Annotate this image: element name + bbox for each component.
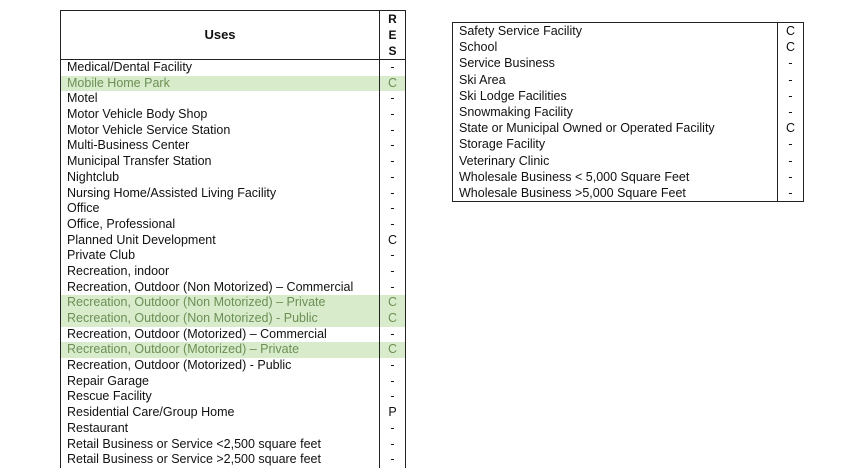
table-row xyxy=(61,248,405,264)
table-row xyxy=(61,201,405,217)
use-name-cell: Nightclub xyxy=(67,169,120,184)
use-name-cell: Recreation, Outdoor (Non Motorized) - Public xyxy=(61,311,379,327)
table-row xyxy=(61,374,405,390)
res-code-cell: C xyxy=(379,342,405,358)
res-code-cell: C xyxy=(777,120,803,136)
use-name-cell: Recreation, Outdoor (Non Motorized) – Commercial xyxy=(67,279,354,294)
use-name-cell: Medical/Dental Facility xyxy=(67,60,193,74)
table-row xyxy=(61,138,405,154)
res-code-cell: - xyxy=(379,60,405,76)
res-code-cell: - xyxy=(379,389,405,405)
table-row xyxy=(61,405,405,421)
res-code-cell: - xyxy=(777,185,803,201)
table-row xyxy=(61,186,405,202)
res-code-cell: C xyxy=(379,295,405,311)
table-row xyxy=(61,233,405,249)
use-name-cell: Ski Area xyxy=(459,72,506,87)
res-code-cell: - xyxy=(379,91,405,107)
table-row xyxy=(61,358,405,374)
table-row xyxy=(61,107,405,123)
table-row xyxy=(61,389,405,405)
use-name-cell: Recreation, Outdoor (Motorized) – Commercial xyxy=(67,326,327,341)
table-row xyxy=(61,421,405,437)
res-code-cell: P xyxy=(379,405,405,421)
use-name-cell: Service Business xyxy=(459,56,555,71)
table-row xyxy=(453,104,803,120)
use-name-cell: Restaurant xyxy=(67,420,129,435)
table-row xyxy=(61,437,405,453)
table-row xyxy=(61,342,405,358)
use-name-cell: Rescue Facility xyxy=(67,389,152,404)
table-row xyxy=(61,170,405,186)
res-code-cell: - xyxy=(379,452,405,468)
use-name-cell: State or Municipal Owned or Operated Facility xyxy=(459,121,715,136)
res-code-cell: - xyxy=(379,327,405,343)
uses-column-header: Uses xyxy=(204,27,236,42)
table-header xyxy=(61,11,405,60)
res-code-cell: - xyxy=(777,104,803,120)
res-header-letter: E xyxy=(388,28,397,42)
res-code-cell: - xyxy=(777,72,803,88)
use-name-cell: Mobile Home Park xyxy=(61,76,379,92)
uses-table-left xyxy=(60,10,406,468)
res-column-header xyxy=(379,11,405,59)
res-code-cell: C xyxy=(379,233,405,249)
table-row xyxy=(61,264,405,280)
table-row xyxy=(61,154,405,170)
table-row xyxy=(453,39,803,55)
res-header-letter: S xyxy=(388,44,397,58)
table-row xyxy=(61,311,405,327)
res-code-cell: - xyxy=(379,248,405,264)
use-name-cell: Recreation, Outdoor (Motorized) - Public xyxy=(67,358,292,373)
use-name-cell: Motor Vehicle Body Shop xyxy=(67,107,208,122)
use-name-cell: Motor Vehicle Service Station xyxy=(67,122,231,137)
res-code-cell: - xyxy=(379,437,405,453)
use-name-cell: Safety Service Facility xyxy=(459,24,582,38)
table-row xyxy=(61,91,405,107)
use-name-cell: Wholesale Business >5,000 Square Feet xyxy=(459,185,686,200)
use-name-cell: Veterinary Clinic xyxy=(459,153,550,168)
use-name-cell: Recreation, indoor xyxy=(67,263,170,278)
res-code-cell: C xyxy=(379,311,405,327)
table-row xyxy=(61,327,405,343)
res-code-cell: - xyxy=(379,186,405,202)
use-name-cell: Motel xyxy=(67,91,98,106)
res-code-cell: - xyxy=(379,280,405,296)
res-code-cell: - xyxy=(379,421,405,437)
use-name-cell: Repair Garage xyxy=(67,373,149,388)
res-code-cell: - xyxy=(379,217,405,233)
use-name-cell: Office xyxy=(67,201,100,216)
table-row xyxy=(453,23,803,39)
use-name-cell: Office, Professional xyxy=(67,216,176,231)
table-row xyxy=(61,123,405,139)
table-row xyxy=(453,136,803,152)
table-row xyxy=(61,60,405,76)
res-code-cell: C xyxy=(777,39,803,55)
table-body xyxy=(453,23,803,201)
table-row xyxy=(453,153,803,169)
res-code-cell: - xyxy=(379,374,405,390)
res-code-cell: - xyxy=(777,136,803,152)
use-name-cell: Residential Care/Group Home xyxy=(67,405,235,420)
res-code-cell: - xyxy=(379,264,405,280)
use-name-cell: Multi-Business Center xyxy=(67,138,190,153)
use-name-cell: Wholesale Business < 5,000 Square Feet xyxy=(459,169,690,184)
table-row xyxy=(453,55,803,71)
use-name-cell: Recreation, Outdoor (Non Motorized) – Private xyxy=(61,295,379,311)
res-code-cell: - xyxy=(379,358,405,374)
use-name-cell: Nursing Home/Assisted Living Facility xyxy=(67,185,277,200)
use-name-cell: Retail Business or Service >2,500 square feet xyxy=(67,452,321,467)
uses-table-right xyxy=(452,22,804,202)
table-row xyxy=(453,120,803,136)
use-name-cell: Retail Business or Service <2,500 square feet xyxy=(67,436,321,451)
table-row xyxy=(453,72,803,88)
res-code-cell: C xyxy=(379,76,405,92)
table-row xyxy=(61,452,405,468)
table-row xyxy=(453,169,803,185)
res-code-cell: - xyxy=(777,55,803,71)
res-code-cell: - xyxy=(777,153,803,169)
use-name-cell: Planned Unit Development xyxy=(67,232,216,247)
use-name-cell: Storage Facility xyxy=(459,137,546,152)
res-code-cell: - xyxy=(777,88,803,104)
table-row xyxy=(61,295,405,311)
res-code-cell: - xyxy=(379,107,405,123)
res-header-letter: R xyxy=(388,12,397,26)
res-code-cell: - xyxy=(379,123,405,139)
use-name-cell: Recreation, Outdoor (Motorized) – Private xyxy=(61,342,379,358)
res-code-cell: - xyxy=(777,169,803,185)
use-name-cell: Municipal Transfer Station xyxy=(67,154,212,169)
table-row xyxy=(453,185,803,201)
use-name-cell: Private Club xyxy=(67,248,136,263)
use-name-cell: School xyxy=(459,40,498,55)
res-code-cell: C xyxy=(777,23,803,39)
use-name-cell: Snowmaking Facility xyxy=(459,104,573,119)
table-row xyxy=(453,88,803,104)
table-row xyxy=(61,280,405,296)
table-row xyxy=(61,76,405,92)
table-row xyxy=(61,217,405,233)
res-code-cell: - xyxy=(379,201,405,217)
res-code-cell: - xyxy=(379,154,405,170)
use-name-cell: Ski Lodge Facilities xyxy=(459,88,567,103)
res-code-cell: - xyxy=(379,170,405,186)
res-code-cell: - xyxy=(379,138,405,154)
table-body xyxy=(61,60,405,468)
